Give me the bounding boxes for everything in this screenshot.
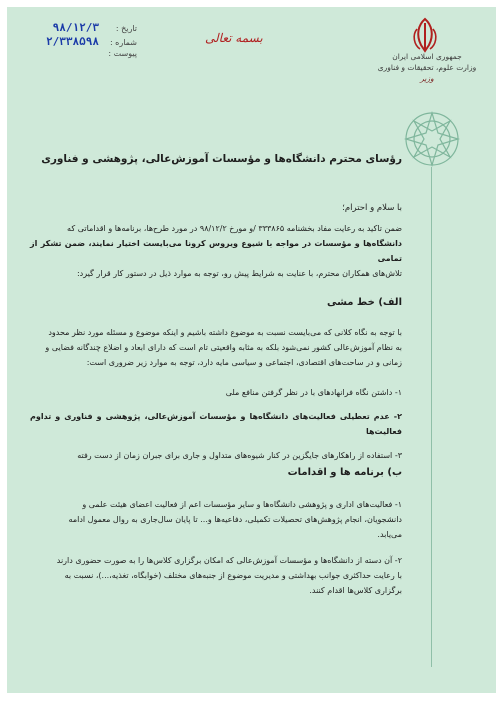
paragraph-line: می‌یابد. (377, 530, 402, 539)
date-label: تاریخ : (115, 24, 137, 33)
number-value: ۲/۳۳۸۵۹۸ (46, 35, 99, 48)
paragraph-line: ۱- فعالیت‌های اداری و پژوهشی دانشگاه‌ها و سایر مؤسسات اعم از فعالیت اعضای هیئت علمی و (82, 500, 402, 509)
bismillah-heading: بسمه تعالی (205, 31, 263, 45)
section-b-title: ب) برنامه ها و اقدامات (287, 467, 402, 478)
letter-page (7, 7, 496, 693)
section-b-item-1 (30, 497, 402, 542)
date-row (17, 21, 137, 35)
decorative-ornament (402, 109, 462, 169)
attachment-label: پیوست : (108, 49, 137, 58)
paragraph-line: برگزاری کلاس‌ها اقدام کنند. (309, 586, 402, 595)
section-a-paragraph (30, 325, 402, 370)
section-b-item-2 (30, 553, 402, 598)
number-row (17, 35, 137, 49)
reference-block (17, 21, 137, 63)
paragraph-line: با توجه به نگاه کلانی که می‌بایست نسبت به موضوع داشته باشیم و اینکه موضوع و مسئله مورد نظر محدود (48, 328, 402, 337)
date-value: ۹۸/۱۲/۳ (52, 21, 99, 34)
list-item: ۱- داشتن نگاه فرانهادهای با در نظر گرفتن منافع ملی (225, 388, 402, 397)
intro-paragraph (30, 221, 402, 281)
paragraph-line: به نظام آموزش‌عالی کشور نمی‌شود بلکه به مثابه واقعیتی تام است که دارای ابعاد و اضلاع چندگانه فضایی و (45, 343, 402, 352)
intro-line: تلاش‌های همکاران محترم، با عنایت به شرایط پیش رو، توجه به موارد ذیل در دستور کار قرار گیرد: (76, 269, 402, 278)
paragraph-line: زمانی و در ساحت‌های اقتصادی، اجتماعی و سیاسی مایه دارد، توجه به موارد زیر ضروری است: (86, 358, 402, 367)
ministry-name (372, 51, 482, 84)
number-label: شماره : (109, 38, 137, 47)
list-item: ۲- عدم تعطیلی فعالیت‌های دانشگاه‌ها و مؤسسات آموزش‌عالی، پژوهشی و فناوری و تداوم فعالیت‌ها (30, 412, 402, 436)
margin-line (431, 167, 432, 667)
paragraph-line: ۲- آن دسته از دانشگاه‌ها و مؤسسات آموزش‌عالی که امکان برگزاری کلاس‌ها را به صورت حضوری دارند (56, 556, 402, 565)
section-a-title: الف) خط مشی (326, 297, 402, 308)
iran-emblem-icon (408, 15, 442, 55)
ministry-line-2: وزارت علوم، تحقیقات و فناوری (377, 63, 477, 72)
paragraph-line: با رعایت حداکثری جوانب بهداشتی و مدیریت موضوع از جنبه‌های مختلف (خوابگاه، تغذیه،...)، نسبت به (64, 571, 402, 580)
salutation: با سلام و احترام؛ (342, 203, 402, 213)
paragraph-line: دانشجویان، انجام پژوهش‌های تحصیلات تکمیلی، دفاعیه‌ها و... تا پایان سال‌جاری به روال معمول ادامه (68, 515, 402, 524)
minister-label: وزیر (420, 74, 434, 83)
ministry-line-1: جمهوری اسلامی ایران (392, 52, 462, 61)
section-a-list (30, 385, 402, 463)
intro-line: ضمن تاکید به رعایت مفاد بخشنامه ۳۳۳۸۶۵ /و مورخ ۹۸/۱۲/۲ در مورد طرح‌ها، برنامه‌ها و اقداماتی که (67, 224, 402, 233)
intro-line: دانشگاه‌ها و مؤسسات در مواجه با شیوع ویروس کرونا می‌بایست اختیار نمایند، ضمن تشکر از تمامی (30, 239, 402, 263)
list-item: ۳- استفاده از راهکارهای جایگزین در کنار شیوه‌های متداول و جاری برای جبران زمان از دست رفته (77, 451, 402, 460)
recipient-heading: رؤسای محترم دانشگاه‌ها و مؤسسات آموزش‌عالی، پژوهشی و فناوری (41, 153, 402, 165)
attachment-row (17, 49, 137, 63)
